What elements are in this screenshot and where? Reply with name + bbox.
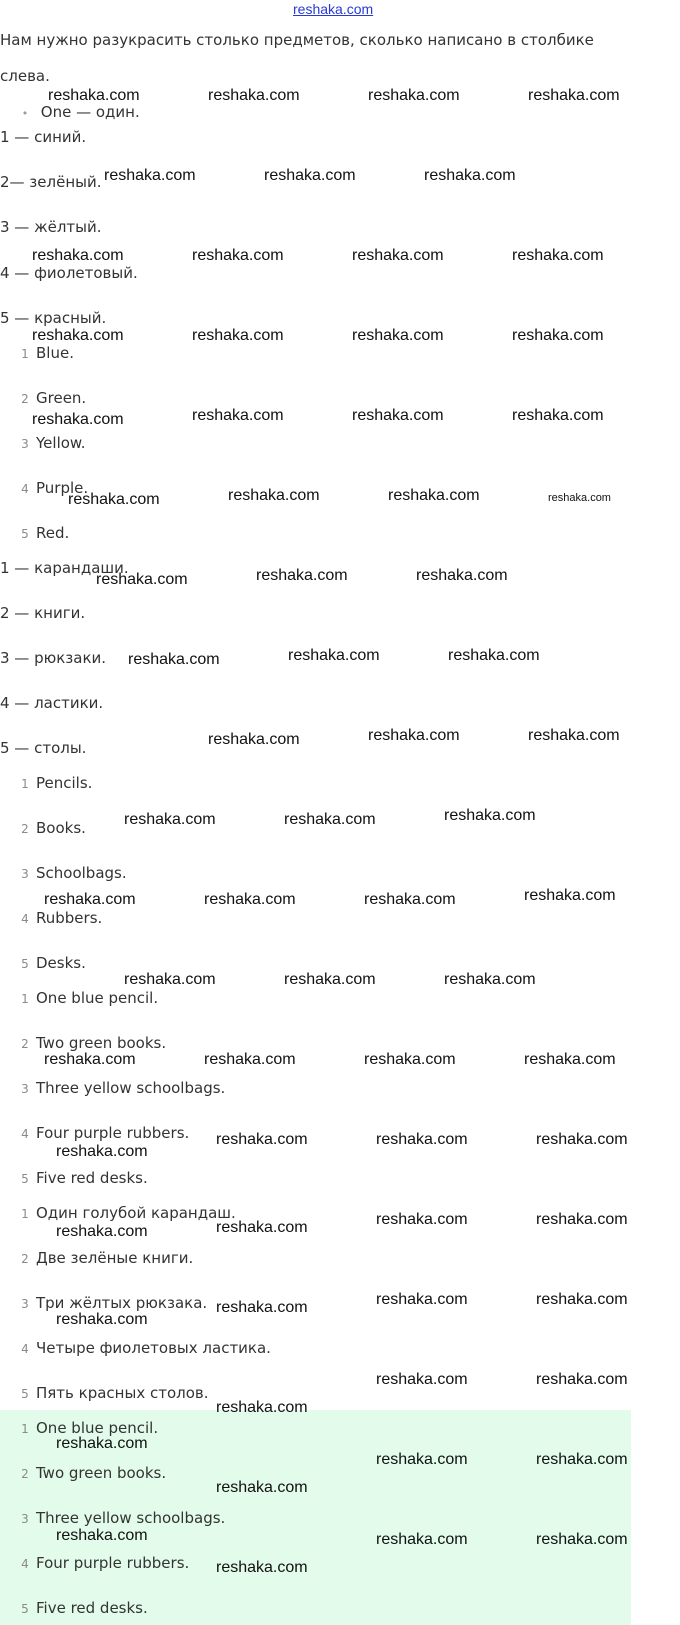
list-number: 5	[21, 1602, 29, 1616]
intro-line-2: слева.	[0, 67, 50, 85]
watermark: reshaka.com	[288, 647, 380, 664]
watermark: reshaka.com	[48, 87, 140, 104]
item-ru-3: 3 — рюкзаки.	[0, 649, 107, 667]
list-number: 1	[21, 1422, 29, 1436]
watermark: reshaka.com	[536, 1211, 628, 1228]
list-number: 3	[21, 1512, 29, 1526]
list-item	[14, 908, 102, 929]
list-item	[14, 1248, 193, 1269]
watermark: reshaka.com	[448, 647, 540, 664]
item-ru-4: 4 — ластики.	[0, 694, 104, 712]
watermark: reshaka.com	[376, 1291, 468, 1308]
answer-4: Four purple rubbers.	[36, 1554, 190, 1572]
watermark: reshaka.com	[352, 327, 444, 344]
list-number: 4	[21, 1127, 29, 1141]
header-site-link[interactable]: reshaka.com	[293, 1, 374, 17]
watermark: reshaka.com	[284, 811, 376, 828]
item-ru-1: 1 — карандаши.	[0, 559, 129, 577]
watermark: reshaka.com	[512, 407, 604, 424]
watermark: reshaka.com	[444, 807, 536, 824]
watermark: reshaka.com	[536, 1531, 628, 1548]
list-number: 5	[21, 527, 29, 541]
list-item	[14, 1123, 189, 1144]
item-en-3: Schoolbags.	[36, 864, 127, 882]
phrase-en-1: One blue pencil.	[36, 989, 159, 1007]
list-item	[14, 863, 127, 884]
list-item	[14, 523, 69, 544]
watermark: reshaka.com	[192, 247, 284, 264]
watermark: reshaka.com	[264, 167, 356, 184]
list-number: 4	[21, 482, 29, 496]
phrase-ru-3: Три жёлтых рюкзака.	[36, 1294, 208, 1312]
list-item	[14, 1463, 166, 1484]
color-en-3: Yellow.	[36, 434, 86, 452]
phrase-ru-2: Две зелёные книги.	[36, 1249, 194, 1267]
watermark: reshaka.com	[284, 971, 376, 988]
list-number: 2	[21, 1252, 29, 1266]
list-number: 5	[21, 1172, 29, 1186]
list-item	[14, 1383, 209, 1404]
color-en-2: Green.	[36, 389, 87, 407]
color-en-1: Blue.	[36, 344, 74, 362]
watermark: reshaka.com	[104, 167, 196, 184]
phrase-ru-5: Пять красных столов.	[36, 1384, 209, 1402]
list-item	[14, 1338, 271, 1359]
watermark: reshaka.com	[228, 487, 320, 504]
watermark: reshaka.com	[216, 1219, 308, 1236]
intro-line-1: Нам нужно разукрасить столько предметов, сколько написано в столбике	[0, 31, 594, 49]
watermark: reshaka.com	[444, 971, 536, 988]
watermark: reshaka.com	[364, 891, 456, 908]
bullet-item	[14, 102, 140, 124]
watermark: reshaka.com	[56, 1435, 148, 1452]
list-number: 5	[21, 1387, 29, 1401]
watermark: reshaka.com	[204, 1051, 296, 1068]
answer-5: Five red desks.	[36, 1599, 148, 1617]
list-item	[14, 818, 86, 839]
list-number: 3	[21, 437, 29, 451]
answer-3: Three yellow schoolbags.	[36, 1509, 226, 1527]
list-item	[14, 343, 74, 364]
item-ru-2: 2 — книги.	[0, 604, 86, 622]
list-item	[14, 988, 158, 1009]
watermark: reshaka.com	[368, 87, 460, 104]
watermark: reshaka.com	[56, 1311, 148, 1328]
list-number: 4	[21, 1342, 29, 1356]
list-number: 2	[21, 1037, 29, 1051]
color-en-5: Red.	[36, 524, 70, 542]
watermark: reshaka.com	[96, 571, 188, 588]
item-en-5: Desks.	[36, 954, 86, 972]
watermark: reshaka.com	[216, 1299, 308, 1316]
list-number: 1	[21, 777, 29, 791]
watermark: reshaka.com	[528, 727, 620, 744]
watermark: reshaka.com	[528, 87, 620, 104]
watermark: reshaka.com	[416, 567, 508, 584]
item-en-1: Pencils.	[36, 774, 93, 792]
list-item	[14, 433, 86, 454]
watermark: reshaka.com	[216, 1479, 308, 1496]
watermark: reshaka.com	[44, 891, 136, 908]
list-number: 3	[21, 1297, 29, 1311]
color-ru-2: 2— зелёный.	[0, 173, 102, 191]
color-ru-5: 5 — красный.	[0, 309, 107, 327]
list-number: 3	[21, 867, 29, 881]
color-en-4: Purple.	[36, 479, 89, 497]
watermark: reshaka.com	[376, 1371, 468, 1388]
watermark: reshaka.com	[216, 1399, 308, 1416]
list-number: 2	[21, 1467, 29, 1481]
list-number: 2	[21, 822, 29, 836]
phrase-en-4: Four purple rubbers.	[36, 1124, 190, 1142]
watermark: reshaka.com	[524, 887, 616, 904]
watermark: reshaka.com	[32, 327, 124, 344]
watermark: reshaka.com	[44, 1051, 136, 1068]
watermark: reshaka.com	[376, 1131, 468, 1148]
watermark: reshaka.com	[376, 1211, 468, 1228]
watermark: reshaka.com	[56, 1527, 148, 1544]
watermark: reshaka.com	[56, 1143, 148, 1160]
watermark: reshaka.com	[68, 491, 160, 508]
watermark: reshaka.com	[424, 167, 516, 184]
watermark: reshaka.com	[536, 1291, 628, 1308]
list-number: 5	[21, 957, 29, 971]
item-ru-5: 5 — столы.	[0, 739, 87, 757]
phrase-en-2: Two green books.	[36, 1034, 167, 1052]
answer-1: One blue pencil.	[36, 1419, 159, 1437]
watermark: reshaka.com	[368, 727, 460, 744]
watermark: reshaka.com	[216, 1559, 308, 1576]
list-item	[14, 1553, 189, 1574]
color-ru-1: 1 — синий.	[0, 128, 87, 146]
watermark: reshaka.com	[56, 1223, 148, 1240]
watermark: reshaka.com	[512, 247, 604, 264]
watermark: reshaka.com	[204, 891, 296, 908]
watermark: reshaka.com	[32, 411, 124, 428]
phrase-en-3: Three yellow schoolbags.	[36, 1079, 226, 1097]
list-item	[14, 1078, 225, 1099]
answer-2: Two green books.	[36, 1464, 167, 1482]
color-ru-4: 4 — фиолетовый.	[0, 264, 138, 282]
list-item	[14, 1508, 225, 1529]
list-item	[14, 1598, 148, 1619]
list-item	[14, 1168, 148, 1189]
item-en-2: Books.	[36, 819, 86, 837]
watermark: reshaka.com	[208, 731, 300, 748]
color-ru-3: 3 — жёлтый.	[0, 218, 102, 236]
list-number: 1	[21, 347, 29, 361]
watermark: reshaka.com	[128, 651, 220, 668]
list-item	[14, 953, 86, 974]
watermark: reshaka.com	[192, 407, 284, 424]
list-item	[14, 773, 92, 794]
watermark: reshaka.com	[388, 487, 480, 504]
list-item	[14, 1203, 236, 1224]
item-en-4: Rubbers.	[36, 909, 103, 927]
watermark: reshaka.com	[124, 811, 216, 828]
watermark: reshaka.com	[536, 1451, 628, 1468]
watermark: reshaka.com	[208, 87, 300, 104]
bullet-item-text: One — один.	[40, 103, 140, 121]
watermark: reshaka.com	[32, 247, 124, 264]
watermark: reshaka.com	[192, 327, 284, 344]
phrase-ru-4: Четыре фиолетовых ластика.	[36, 1339, 271, 1357]
bullet-dot-icon: •	[21, 107, 29, 120]
watermark: reshaka.com	[548, 492, 611, 504]
phrase-ru-1: Один голубой карандаш.	[36, 1204, 236, 1222]
watermark: reshaka.com	[524, 1051, 616, 1068]
watermark: reshaka.com	[256, 567, 348, 584]
list-item	[14, 388, 86, 409]
list-number: 1	[21, 992, 29, 1006]
watermark: reshaka.com	[536, 1371, 628, 1388]
watermark: reshaka.com	[352, 407, 444, 424]
watermark: reshaka.com	[364, 1051, 456, 1068]
watermark: reshaka.com	[376, 1451, 468, 1468]
list-number: 3	[21, 1082, 29, 1096]
list-number: 1	[21, 1207, 29, 1221]
watermark: reshaka.com	[376, 1531, 468, 1548]
phrase-en-5: Five red desks.	[36, 1169, 148, 1187]
list-number: 4	[21, 1557, 29, 1571]
watermark: reshaka.com	[352, 247, 444, 264]
list-number: 4	[21, 912, 29, 926]
watermark: reshaka.com	[536, 1131, 628, 1148]
watermark: reshaka.com	[512, 327, 604, 344]
list-number: 2	[21, 392, 29, 406]
watermark: reshaka.com	[124, 971, 216, 988]
watermark: reshaka.com	[216, 1131, 308, 1148]
